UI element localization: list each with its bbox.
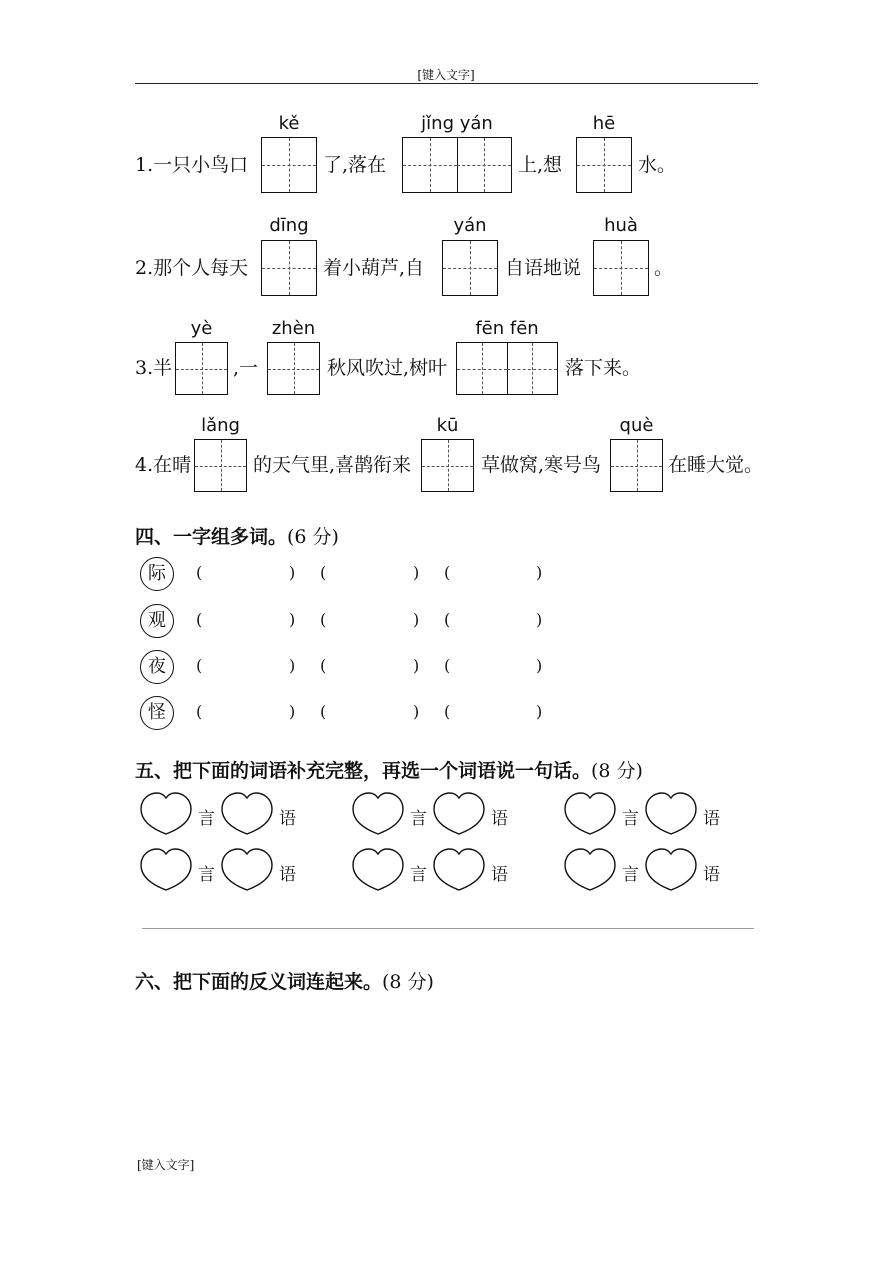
header-rule: [135, 83, 758, 84]
paren-close: ): [536, 610, 543, 629]
fixed-character: 言: [198, 809, 215, 829]
pinyin-label: lǎng: [201, 415, 240, 436]
writing-box[interactable]: [194, 439, 247, 492]
paren-open: (: [196, 563, 203, 582]
answer-blank[interactable]: [206, 700, 287, 724]
circled-character: 夜: [140, 650, 174, 684]
row-text: 4.在晴: [135, 454, 192, 476]
answer-blank[interactable]: [206, 561, 287, 585]
paren-close: ): [536, 656, 543, 675]
row-text: 了,落在: [323, 154, 387, 176]
heart-blank[interactable]: [140, 792, 192, 836]
writing-box[interactable]: [456, 342, 558, 395]
writing-box[interactable]: [610, 439, 663, 492]
heart-blank[interactable]: [352, 792, 404, 836]
answer-blank[interactable]: [206, 608, 287, 632]
circled-character: 观: [140, 604, 174, 638]
section-score: (8 分): [591, 760, 643, 782]
paren-close: ): [413, 656, 420, 675]
writing-box[interactable]: [267, 342, 320, 395]
row-text: ,一: [233, 357, 259, 379]
answer-blank[interactable]: [454, 608, 534, 632]
row-text: 水。: [638, 154, 677, 176]
section-title-text: 六、把下面的反义词连起来。: [135, 971, 383, 993]
pinyin-label: kě: [278, 113, 300, 134]
divider: [142, 928, 754, 929]
writing-box[interactable]: [175, 342, 228, 395]
writing-box[interactable]: [261, 240, 317, 296]
answer-blank[interactable]: [330, 654, 411, 678]
writing-box[interactable]: [261, 137, 317, 193]
fixed-character: 言: [622, 865, 639, 885]
paren-close: ): [289, 656, 296, 675]
fixed-character: 语: [703, 865, 720, 885]
circled-character: 际: [140, 557, 174, 591]
fixed-character: 语: [279, 865, 296, 885]
pinyin-label: zhèn: [271, 318, 316, 339]
answer-blank[interactable]: [330, 700, 411, 724]
row-text: 3.半: [135, 357, 173, 379]
paren-open: (: [196, 610, 203, 629]
paren-open: (: [320, 656, 327, 675]
paren-close: ): [289, 702, 296, 721]
paren-open: (: [320, 610, 327, 629]
row-text: 落下来。: [565, 357, 642, 379]
row-text: 在睡大觉。: [668, 454, 764, 476]
page-header: [键入文字]: [417, 68, 475, 82]
row-text: 2.那个人每天: [135, 257, 249, 279]
pinyin-label: dīng: [269, 215, 309, 236]
paren-close: ): [289, 610, 296, 629]
pinyin-label: yè: [190, 318, 213, 339]
pinyin-label: què: [619, 415, 654, 436]
heart-blank[interactable]: [645, 792, 697, 836]
row-text: 草做窝,寒号鸟: [481, 454, 602, 476]
writing-box[interactable]: [576, 137, 632, 193]
pinyin-label: kū: [436, 415, 459, 436]
fixed-character: 言: [622, 809, 639, 829]
paren-open: (: [196, 702, 203, 721]
heart-blank[interactable]: [645, 848, 697, 892]
answer-blank[interactable]: [454, 561, 534, 585]
heart-blank[interactable]: [433, 792, 485, 836]
fixed-character: 言: [410, 865, 427, 885]
answer-blank[interactable]: [206, 654, 287, 678]
writing-box[interactable]: [421, 439, 474, 492]
row-text: 。: [654, 257, 674, 279]
pinyin-label: huà: [604, 215, 638, 236]
fixed-character: 言: [198, 865, 215, 885]
circled-character: 怪: [140, 696, 174, 730]
row-text: 秋风吹过,树叶: [327, 357, 448, 379]
heart-blank[interactable]: [221, 848, 273, 892]
fixed-character: 语: [703, 809, 720, 829]
writing-box[interactable]: [402, 137, 512, 193]
section-5-title: [135, 756, 643, 783]
section-score: (8 分): [382, 971, 434, 993]
answer-blank[interactable]: [454, 654, 534, 678]
paren-close: ): [536, 563, 543, 582]
page-footer: [键入文字]: [137, 1158, 195, 1172]
paren-close: ): [536, 702, 543, 721]
paren-open: (: [444, 656, 451, 675]
pinyin-label: hē: [592, 113, 616, 134]
fixed-character: 语: [279, 809, 296, 829]
paren-open: (: [320, 563, 327, 582]
section-4-title: [135, 522, 339, 549]
writing-box[interactable]: [593, 240, 649, 296]
paren-open: (: [444, 702, 451, 721]
heart-blank[interactable]: [564, 848, 616, 892]
heart-blank[interactable]: [221, 792, 273, 836]
row-text: 的天气里,喜鹊衔来: [253, 454, 412, 476]
section-score: (6 分): [287, 526, 339, 548]
paren-close: ): [289, 563, 296, 582]
heart-blank[interactable]: [140, 848, 192, 892]
answer-blank[interactable]: [454, 700, 534, 724]
row-text: 上,想: [518, 154, 563, 176]
section-title-text: 四、一字组多词。: [135, 526, 288, 548]
row-text: 1.一只小鸟口: [135, 154, 249, 176]
fixed-character: 语: [491, 809, 508, 829]
heart-blank[interactable]: [564, 792, 616, 836]
fixed-character: 语: [491, 865, 508, 885]
heart-blank[interactable]: [433, 848, 485, 892]
heart-blank[interactable]: [352, 848, 404, 892]
paren-open: (: [444, 610, 451, 629]
pinyin-label: jǐng yán: [421, 113, 493, 134]
paren-close: ): [413, 610, 420, 629]
paren-open: (: [320, 702, 327, 721]
paren-close: ): [413, 702, 420, 721]
answer-blank[interactable]: [330, 561, 411, 585]
row-text: 自语地说: [505, 257, 582, 279]
pinyin-label: yán: [453, 215, 487, 236]
paren-open: (: [444, 563, 451, 582]
section-6-title: [135, 967, 434, 994]
writing-box[interactable]: [442, 240, 498, 296]
fixed-character: 言: [410, 809, 427, 829]
pinyin-label: fēn fēn: [475, 318, 539, 339]
paren-close: ): [413, 563, 420, 582]
answer-blank[interactable]: [330, 608, 411, 632]
paren-open: (: [196, 656, 203, 675]
section-title-text: 五、把下面的词语补充完整，再选一个词语说一句话。: [135, 760, 592, 782]
row-text: 着小葫芦,自: [323, 257, 425, 279]
